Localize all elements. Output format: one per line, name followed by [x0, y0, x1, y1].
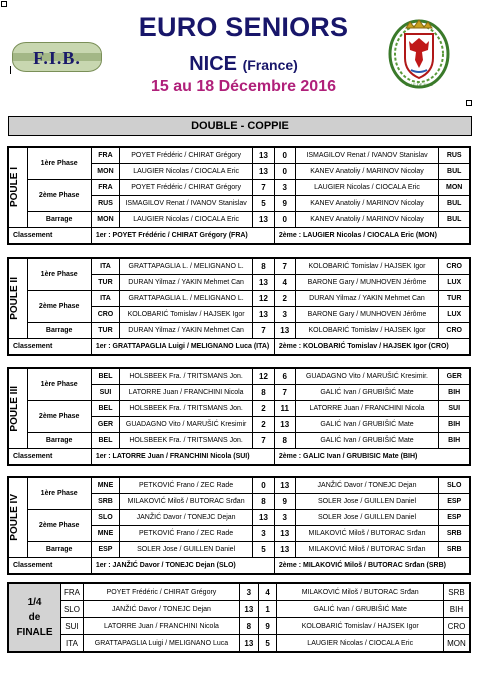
score: 2: [253, 401, 275, 417]
country-code: BEL: [91, 401, 119, 417]
team-name: LAUGIER Nicolas / CIOCALA Eric: [120, 164, 253, 180]
score: 1: [258, 601, 277, 618]
team-name: GALIĆ Ivan / GRUBIŠIĆ Mate: [277, 601, 444, 618]
country-code: MON: [443, 635, 469, 652]
poule-block: [7, 257, 471, 356]
team-name: MILAKOVIĆ Miloš / BUTORAC Srđan: [295, 526, 439, 542]
poule-name: POULE I: [9, 167, 20, 208]
category-banner: DOUBLE - COPPIE: [8, 116, 472, 136]
score: 13: [253, 510, 275, 526]
match-row: [9, 510, 470, 526]
team-name: LAUGIER Nicolas / CIOCALA Eric: [120, 212, 253, 228]
country-code: FRA: [91, 180, 119, 196]
team-name: LATORRE Juan / FRANCHINI Nicola: [120, 385, 253, 401]
quarter-final-row: [9, 601, 470, 618]
team-name: SOLER Jose / GUILLEN Daniel: [120, 542, 253, 558]
country-code: MNE: [91, 526, 119, 542]
country-code: SUI: [439, 401, 470, 417]
score: 13: [253, 275, 275, 291]
score: 3: [274, 510, 295, 526]
country-code: TUR: [439, 291, 470, 307]
team-name: KOLOBARIĆ Tomislav / HAJSEK Igor: [277, 618, 444, 635]
quarter-final-row: [9, 618, 470, 635]
score: 7: [274, 385, 295, 401]
poule-name: POULE IV: [9, 494, 20, 541]
team-name: GRATTAPAGLIA L. / MELIGNANO L.: [120, 291, 253, 307]
team-name: KANEV Anatoliy / MARINOV Nicolay: [295, 212, 439, 228]
quarter-final-label-line: FINALE: [16, 627, 53, 638]
country-code: BUL: [439, 164, 470, 180]
team-name: LATORRE Juan / FRANCHINI Nicola: [295, 401, 439, 417]
country-code: BIH: [439, 385, 470, 401]
score: 11: [274, 401, 295, 417]
team-name: LAUGIER Nicolas / CIOCALA Eric: [277, 635, 444, 652]
score: 9: [258, 618, 277, 635]
ranking-row: [9, 449, 470, 465]
country-code: MON: [91, 164, 119, 180]
score: 7: [253, 433, 275, 449]
country-code: BEL: [91, 433, 119, 449]
match-row: [9, 478, 470, 494]
country-code: MON: [439, 180, 470, 196]
event-dates: 15 au 18 Décembre 2016: [150, 78, 336, 95]
quarter-final-label-line: de: [28, 612, 41, 623]
phase-label: 1ère Phase: [27, 148, 91, 180]
second-place: 2ème : KOLOBARIĆ Tomislav / HAJSEK Igor (CRO): [274, 339, 469, 355]
score: 0: [274, 212, 295, 228]
ranking-label: Classement: [9, 339, 92, 355]
team-name: DURAN Yilmaz / YAKIN Mehmet Can: [295, 291, 439, 307]
team-name: PETKOVIĆ Frano / ZEC Rade: [120, 526, 253, 542]
barrage-label: Barrage: [27, 212, 91, 228]
barrage-label: Barrage: [27, 542, 91, 558]
team-name: KOLOBARIĆ Tomislav / HAJSEK Igor: [295, 259, 439, 275]
team-name: PETKOVIĆ Frano / ZEC Rade: [120, 478, 253, 494]
score: 5: [253, 196, 275, 212]
score: 3: [240, 584, 259, 601]
team-name: MILAKOVIĆ Miloš / BUTORAC Srđan: [120, 494, 253, 510]
country-code: RUS: [91, 196, 119, 212]
team-name: POYET Frédéric / CHIRAT Grégory: [83, 584, 239, 601]
team-name: GUADAGNO Vito / MARUŠIĆ Kresimir: [120, 417, 253, 433]
country-code: GER: [91, 417, 119, 433]
barrage-label: Barrage: [27, 433, 91, 449]
team-name: POYET Frédéric / CHIRAT Grégory: [120, 148, 253, 164]
score: 13: [240, 635, 259, 652]
score: 13: [240, 601, 259, 618]
quarter-final-label: [9, 584, 61, 652]
country-code: LUX: [439, 307, 470, 323]
match-row: [9, 259, 470, 275]
score: 8: [240, 618, 259, 635]
country-name: (France): [242, 57, 298, 73]
country-code: TUR: [91, 275, 119, 291]
poule-name: POULE III: [9, 385, 20, 432]
team-name: KANEV Anatoliy / MARINOV Nicolay: [295, 164, 439, 180]
match-row: [9, 542, 470, 558]
score: 7: [253, 180, 275, 196]
score: 3: [274, 307, 295, 323]
score: 8: [253, 494, 275, 510]
team-name: GALIĆ Ivan / GRUBIŠIĆ Mate: [295, 385, 439, 401]
first-place: 1er : POYET Frédéric / CHIRAT Grégory (FRA): [91, 228, 274, 244]
team-name: LATORRE Juan / FRANCHINI Nicola: [83, 618, 239, 635]
poule-block: [7, 476, 471, 575]
country-code: CRO: [443, 618, 469, 635]
score: 13: [253, 164, 275, 180]
svg-text:VILLE DE NICE: VILLE DE NICE: [404, 82, 434, 87]
score: 0: [253, 478, 275, 494]
score: 2: [253, 417, 275, 433]
team-name: LAUGIER Nicolas / CIOCALA Eric: [295, 180, 439, 196]
country-code: SLO: [91, 510, 119, 526]
country-code: CRO: [91, 307, 119, 323]
score: 13: [274, 542, 295, 558]
team-name: GRATTAPAGLIA L. / MELIGNANO L.: [120, 259, 253, 275]
score: 8: [253, 259, 275, 275]
team-name: HOLSBEEK Fra. / TRITSMANS Jon.: [120, 369, 253, 385]
quarter-final-table: [7, 582, 471, 653]
ranking-label: Classement: [9, 228, 92, 244]
country-code: SRB: [91, 494, 119, 510]
team-name: ISMAGILOV Renat / IVANOV Stanislav: [295, 148, 439, 164]
nice-coat-of-arms-icon: [388, 14, 450, 90]
poule-label: [9, 259, 28, 339]
quarter-final-row: [9, 635, 470, 652]
team-name: GUADAGNO Vito / MARUŠIĆ Kresimir.: [295, 369, 439, 385]
country-code: BEL: [91, 369, 119, 385]
phase-label: 2ème Phase: [27, 291, 91, 323]
score: 8: [274, 433, 295, 449]
country-code: SUI: [61, 618, 84, 635]
country-code: ITA: [91, 259, 119, 275]
team-name: POYET Frédéric / CHIRAT Grégory: [120, 180, 253, 196]
score: 2: [274, 291, 295, 307]
match-row: [9, 180, 470, 196]
team-name: GALIĆ Ivan / GRUBIŠIĆ Mate: [295, 417, 439, 433]
team-name: ISMAGILOV Renat / IVANOV Stanislav: [120, 196, 253, 212]
country-code: BIH: [439, 417, 470, 433]
country-code: ESP: [439, 494, 470, 510]
match-row: [9, 323, 470, 339]
team-name: GALIĆ Ivan / GRUBIŠIĆ Mate: [295, 433, 439, 449]
poule-name: POULE II: [9, 277, 20, 320]
score: 12: [253, 369, 275, 385]
poule-block: [7, 146, 471, 245]
score: 13: [274, 526, 295, 542]
score: 4: [274, 275, 295, 291]
country-code: TUR: [91, 323, 119, 339]
country-code: GER: [439, 369, 470, 385]
barrage-label: Barrage: [27, 323, 91, 339]
country-code: FRA: [91, 148, 119, 164]
team-name: SOLER Jose / GUILLEN Daniel: [295, 494, 439, 510]
ranking-label: Classement: [9, 449, 92, 465]
match-row: [9, 212, 470, 228]
country-code: ITA: [61, 635, 84, 652]
country-code: SLO: [439, 478, 470, 494]
team-name: GRATTAPAGLIA Luigi / MELIGNANO Luca: [83, 635, 239, 652]
score: 5: [253, 542, 275, 558]
country-code: SUI: [91, 385, 119, 401]
phase-label: 1ère Phase: [27, 369, 91, 401]
poule-block: [7, 367, 471, 466]
score: 13: [274, 417, 295, 433]
second-place: 2ème : MILAKOVIĆ Miloš / BUTORAC Srđan (SRB): [274, 558, 469, 574]
score: 5: [258, 635, 277, 652]
score: 7: [274, 259, 295, 275]
country-code: MON: [91, 212, 119, 228]
match-row: [9, 148, 470, 164]
corner-marker: [1, 1, 7, 7]
score: 4: [258, 584, 277, 601]
match-row: [9, 433, 470, 449]
country-code: ITA: [91, 291, 119, 307]
team-name: SOLER Jose / GUILLEN Daniel: [295, 510, 439, 526]
team-name: MILAKOVIĆ Miloš / BUTORAC Srđan: [295, 542, 439, 558]
score: 6: [274, 369, 295, 385]
poule-label: [9, 369, 28, 449]
score: 9: [274, 494, 295, 510]
country-code: RUS: [439, 148, 470, 164]
poule-label: [9, 148, 28, 228]
match-row: [9, 369, 470, 385]
second-place: 2ème : LAUGIER Nicolas / CIOCALA Eric (MON): [274, 228, 469, 244]
team-name: BARONE Gary / MUNHOVEN Jérôme: [295, 275, 439, 291]
team-name: BARONE Gary / MUNHOVEN Jérôme: [295, 307, 439, 323]
team-name: HOLSBEEK Fra. / TRITSMANS Jon.: [120, 401, 253, 417]
country-code: CRO: [439, 323, 470, 339]
score: 13: [274, 323, 295, 339]
team-name: JANŽIĆ Davor / TONEJC Dejan: [83, 601, 239, 618]
score: 3: [253, 526, 275, 542]
score: 3: [274, 180, 295, 196]
fib-logo-text: F.I.B.: [33, 48, 81, 68]
team-name: HOLSBEEK Fra. / TRITSMANS Jon.: [120, 433, 253, 449]
first-place: 1er : LATORRE Juan / FRANCHINI Nicola (SUI): [91, 449, 274, 465]
poule-label: [9, 478, 28, 558]
team-name: KOLOBARIĆ Tomislav / HAJSEK Igor: [120, 307, 253, 323]
ranking-row: [9, 339, 470, 355]
country-code: SRB: [439, 542, 470, 558]
score: 9: [274, 196, 295, 212]
phase-label: 2ème Phase: [27, 510, 91, 542]
country-code: ESP: [91, 542, 119, 558]
country-code: FRA: [61, 584, 84, 601]
team-name: DURAN Yilmaz / YAKIN Mehmet Can: [120, 323, 253, 339]
ranking-row: [9, 558, 470, 574]
team-name: JANŽIĆ Davor / TONEJC Dejan: [295, 478, 439, 494]
team-name: MILAKOVIĆ Miloš / BUTORAC Srđan: [277, 584, 444, 601]
country-code: LUX: [439, 275, 470, 291]
country-code: BIH: [439, 433, 470, 449]
country-code: SLO: [61, 601, 84, 618]
first-place: 1er : JANŽIĆ Davor / TONEJC Dejan (SLO): [91, 558, 274, 574]
team-name: DURAN Yilmaz / YAKIN Mehmet Can: [120, 275, 253, 291]
corner-marker: [466, 100, 472, 106]
score: 13: [253, 212, 275, 228]
ranking-row: [9, 228, 470, 244]
first-place: 1er : GRATTAPAGLIA Luigi / MELIGNANO Luca (ITA): [91, 339, 274, 355]
country-code: SRB: [439, 526, 470, 542]
score: 0: [274, 148, 295, 164]
country-code: ESP: [439, 510, 470, 526]
phase-label: 2ème Phase: [27, 401, 91, 433]
score: 12: [253, 291, 275, 307]
quarter-final-label-line: 1/4: [27, 597, 42, 608]
score: 0: [274, 164, 295, 180]
match-row: [9, 401, 470, 417]
ranking-label: Classement: [9, 558, 92, 574]
team-name: KOLOBARIĆ Tomislav / HAJSEK Igor: [295, 323, 439, 339]
score: 7: [253, 323, 275, 339]
page-title: EURO SENIORS: [138, 12, 349, 42]
phase-label: 1ère Phase: [27, 478, 91, 510]
team-name: JANŽIĆ Davor / TONEJC Dejan: [120, 510, 253, 526]
score: 13: [274, 478, 295, 494]
team-name: KANEV Anatoliy / MARINOV Nicolay: [295, 196, 439, 212]
country-code: MNE: [91, 478, 119, 494]
match-row: [9, 291, 470, 307]
country-code: SRB: [443, 584, 469, 601]
country-code: BUL: [439, 196, 470, 212]
score: 13: [253, 148, 275, 164]
phase-label: 2ème Phase: [27, 180, 91, 212]
phase-label: 1ère Phase: [27, 259, 91, 291]
score: 8: [253, 385, 275, 401]
country-code: CRO: [439, 259, 470, 275]
score: 13: [253, 307, 275, 323]
quarter-final-row: [9, 584, 470, 601]
country-code: BUL: [439, 212, 470, 228]
city-name: NICE: [189, 53, 237, 75]
country-code: BIH: [443, 601, 469, 618]
header: [0, 0, 487, 112]
second-place: 2ème : GALIC Ivan / GRUBISIC Mate (BIH): [274, 449, 469, 465]
